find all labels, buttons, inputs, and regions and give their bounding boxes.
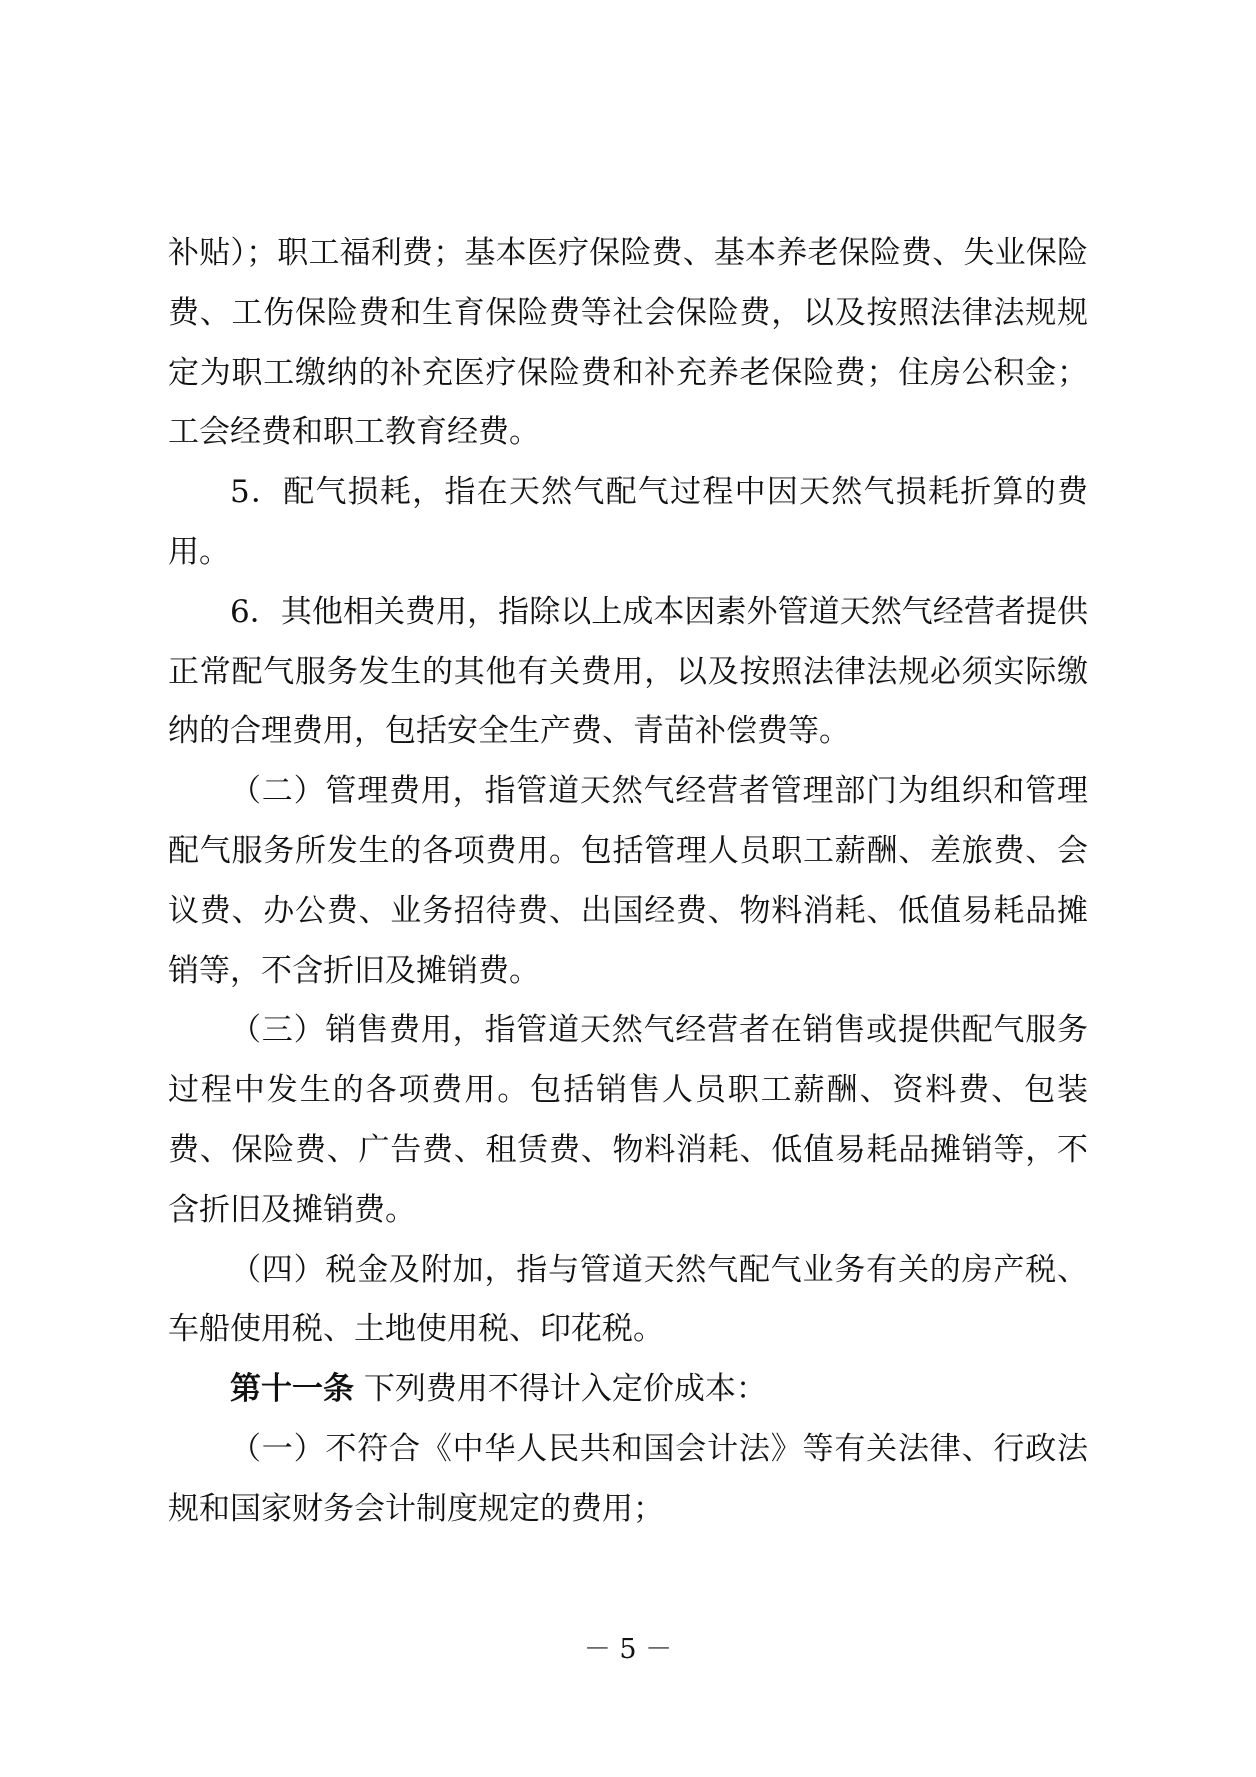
paragraph-gas-loss: 5．配气损耗，指在天然气配气过程中因天然气损耗折算的费用。 <box>168 474 1088 570</box>
page-number: － 5 － <box>583 1634 673 1665</box>
paragraph-taxes: （四）税金及附加，指与管道天然气配气业务有关的房产税、车船使用税、土地使用税、印花税。 <box>168 1251 1088 1348</box>
paragraph-other-costs: 6．其他相关费用，指除以上成本因素外管道天然气经营者提供正常配气服务发生的其他有关费用，以及按照法律法规必须实际缴纳的合理费用，包括安全生产费、青苗补偿费等。 <box>168 593 1088 750</box>
article-eleven-text: 下列费用不得计入定价成本： <box>363 1371 767 1408</box>
document-body <box>168 224 1088 1540</box>
paragraph-continuation: 补贴）；职工福利费；基本医疗保险费、基本养老保险费、失业保险费、工伤保险费和生育保险费等社会保险费，以及按照法律法规规定为职工缴纳的补充医疗保险费和补充养老保险费；住房公积金；工会经费和职工教育经费。 <box>168 235 1088 451</box>
paragraph-excluded-item-one: （一）不符合《中华人民共和国会计法》等有关法律、行政法规和国家财务会计制度规定的费用； <box>168 1430 1088 1527</box>
paragraph-management-costs: （二）管理费用，指管道天然气经营者管理部门为组织和管理配气服务所发生的各项费用。包括管理人员职工薪酬、差旅费、会议费、办公费、业务招待费、出国经费、物料消耗、低值易耗品摊销等，不含折旧及摊销费。 <box>168 773 1088 989</box>
article-heading: 第十一条 <box>230 1371 354 1408</box>
paragraph-sales-costs: （三）销售费用，指管道天然气经营者在销售或提供配气服务过程中发生的各项费用。包括销售人员职工薪酬、资料费、包装费、保险费、广告费、租赁费、物料消耗、低值易耗品摊销等，不含折旧及摊销费。 <box>168 1012 1088 1228</box>
paragraph-article-eleven <box>168 1360 1088 1420</box>
